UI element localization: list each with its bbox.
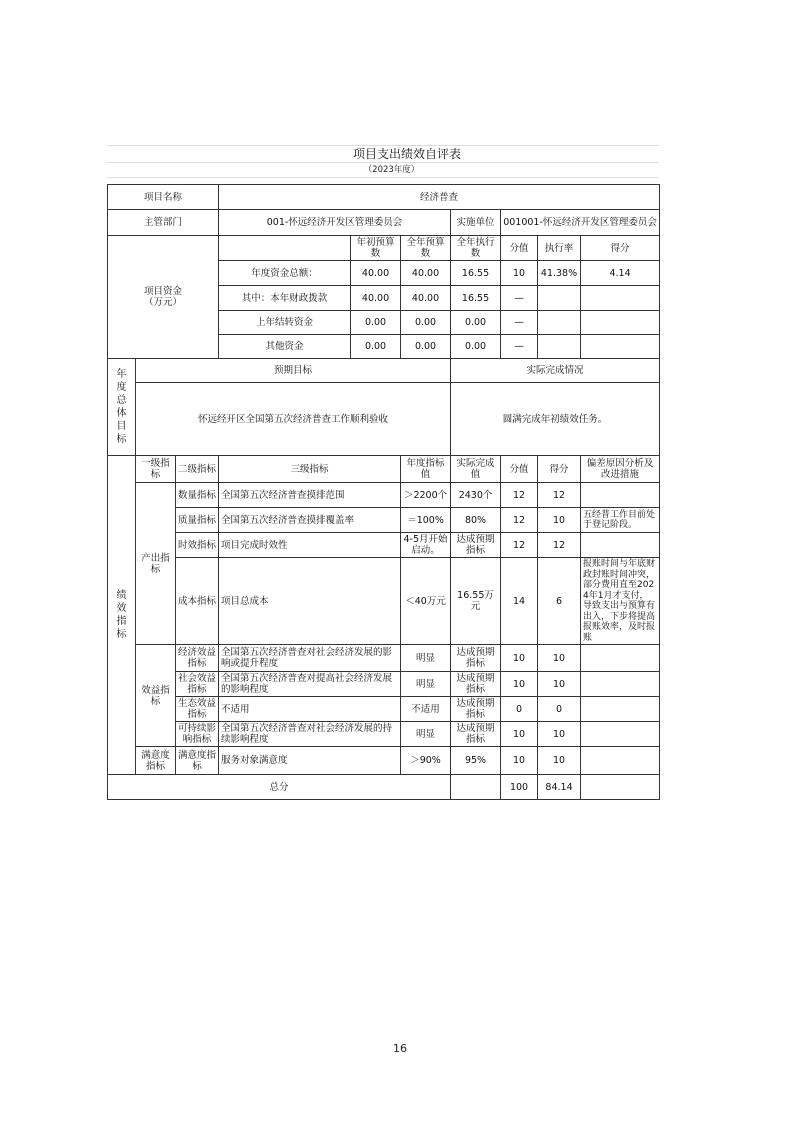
total-blank (451, 775, 501, 800)
goals-row (108, 383, 660, 456)
form-title: 项目支出绩效自评表 (107, 145, 659, 163)
level2: 生态效益指标 (176, 697, 219, 722)
funds-row-label: 其中：本年财政拨款 (219, 286, 351, 311)
target: 明显 (401, 645, 451, 672)
total-note-blank (581, 775, 660, 800)
level2: 满意度指标 (176, 747, 219, 775)
score: 12 (538, 533, 581, 558)
funds-cell: 0.00 (351, 311, 401, 335)
funds-cell-empty (538, 335, 581, 359)
header-level1: 一级指标 (136, 456, 176, 483)
indicator-row (108, 722, 660, 747)
expected-goal: 怀远经开区全国第五次经济普查工作顺利验收 (136, 383, 451, 456)
indicators-label-cell (108, 456, 136, 775)
actual: 80% (451, 508, 501, 533)
funds-cell-empty (581, 286, 660, 311)
project-name-label: 项目名称 (108, 185, 219, 210)
score: 10 (538, 645, 581, 672)
indicator-row (108, 483, 660, 508)
actual: 达成预期指标 (451, 722, 501, 747)
funds-cell: 41.38% (538, 261, 581, 286)
total-label: 总分 (108, 775, 451, 800)
funds-cell-empty (538, 286, 581, 311)
level1-satisfaction: 满意度指标 (136, 747, 176, 775)
score: 10 (538, 672, 581, 697)
funds-cell: 40.00 (401, 286, 451, 311)
score: 6 (538, 558, 581, 645)
indicator-row (108, 558, 660, 645)
indicator-row (108, 533, 660, 558)
funds-header-blank (219, 236, 351, 261)
funds-header-annual-budget: 全年预算数 (401, 236, 451, 261)
score: 10 (538, 722, 581, 747)
level3: 不适用 (219, 697, 401, 722)
form-header (107, 145, 659, 178)
funds-cell: 16.55 (451, 261, 501, 286)
form-subtitle: （2023年度） (107, 163, 659, 178)
level2: 质量指标 (176, 508, 219, 533)
level1-benefit: 效益指标 (136, 645, 176, 747)
funds-cell: 10 (501, 261, 538, 286)
level2: 可持续影响指标 (176, 722, 219, 747)
funds-header-initial-budget: 年初预算数 (351, 236, 401, 261)
deviation-note (581, 722, 660, 747)
weight: 12 (501, 483, 538, 508)
indicator-row (108, 697, 660, 722)
actual: 达成预期指标 (451, 672, 501, 697)
target: 不适用 (401, 697, 451, 722)
funds-cell-empty (581, 335, 660, 359)
total-score: 84.14 (538, 775, 581, 800)
weight: 10 (501, 645, 538, 672)
goals-label-cell (108, 359, 136, 456)
funds-cell-empty (538, 311, 581, 335)
evaluation-table (107, 184, 660, 800)
funds-header-executed: 全年执行数 (451, 236, 501, 261)
target: 明显 (401, 672, 451, 697)
score: 0 (538, 697, 581, 722)
funds-header-weight: 分值 (501, 236, 538, 261)
level2: 经济效益指标 (176, 645, 219, 672)
target: ＞90% (401, 747, 451, 775)
deviation-note (581, 747, 660, 775)
funds-cell: 4.14 (581, 261, 660, 286)
level3: 全国第五次经济普查对提高社会经济发展的影响程度 (219, 672, 401, 697)
actual: 16.55万元 (451, 558, 501, 645)
indicator-row (108, 645, 660, 672)
indicators-header-row (108, 456, 660, 483)
funds-cell: 16.55 (451, 286, 501, 311)
funds-label: 项目资金 (144, 286, 183, 297)
score: 10 (538, 508, 581, 533)
expected-goal-label: 预期目标 (136, 359, 451, 383)
weight: 10 (501, 747, 538, 775)
deviation-note (581, 697, 660, 722)
funds-cell: — (501, 335, 538, 359)
deviation-note (581, 533, 660, 558)
funds-cell: — (501, 286, 538, 311)
header-deviation: 偏差原因分析及改进措施 (581, 456, 660, 483)
total-weight: 100 (501, 775, 538, 800)
deviation-note (581, 483, 660, 508)
level3: 项目完成时效性 (219, 533, 401, 558)
goals-label: 年度总体目标 (116, 369, 127, 445)
weight: 0 (501, 697, 538, 722)
header-target: 年度指标值 (401, 456, 451, 483)
goals-header-row (108, 359, 660, 383)
funds-row-label: 年度资金总额： (219, 261, 351, 286)
funds-cell: 0.00 (351, 335, 401, 359)
funds-cell: 0.00 (401, 335, 451, 359)
impl-value: 001001-怀远经济开发区管理委员会 (501, 210, 660, 236)
project-name: 经济普查 (219, 185, 660, 210)
header-weight: 分值 (501, 456, 538, 483)
weight: 14 (501, 558, 538, 645)
funds-cell: 40.00 (401, 261, 451, 286)
header-level3: 三级指标 (219, 456, 401, 483)
dept-label: 主管部门 (108, 210, 219, 236)
deviation-note: 五经普工作目前处于登记阶段。 (581, 508, 660, 533)
target: ＝100% (401, 508, 451, 533)
weight: 12 (501, 533, 538, 558)
deviation-note (581, 672, 660, 697)
header-level2: 二级指标 (176, 456, 219, 483)
actual: 达成预期指标 (451, 645, 501, 672)
level3: 全国第五次经济普查对社会经济发展的影响或提升程度 (219, 645, 401, 672)
target: 明显 (401, 722, 451, 747)
funds-header-score: 得分 (581, 236, 660, 261)
funds-cell-empty (581, 311, 660, 335)
actual: 达成预期指标 (451, 697, 501, 722)
target: ＜40万元 (401, 558, 451, 645)
deviation-note (581, 645, 660, 672)
score: 12 (538, 483, 581, 508)
target: 4-5月开始启动。 (401, 533, 451, 558)
funds-cell: — (501, 311, 538, 335)
level1-output: 产出指标 (136, 483, 176, 645)
actual-status-label: 实际完成情况 (451, 359, 660, 383)
indicator-row (108, 508, 660, 533)
actual-status: 圆满完成年初绩效任务。 (451, 383, 660, 456)
level3: 项目总成本 (219, 558, 401, 645)
funds-header-row (108, 236, 660, 261)
weight: 10 (501, 672, 538, 697)
impl-label: 实施单位 (451, 210, 501, 236)
actual: 95% (451, 747, 501, 775)
funds-row-label: 其他资金 (219, 335, 351, 359)
project-name-row (108, 185, 660, 210)
level3: 全国第五次经济普查摸排覆盖率 (219, 508, 401, 533)
actual: 达成预期指标 (451, 533, 501, 558)
page-number: 16 (393, 1042, 407, 1055)
header-actual: 实际完成值 (451, 456, 501, 483)
funds-cell: 0.00 (401, 311, 451, 335)
indicator-row (108, 672, 660, 697)
funds-cell: 0.00 (451, 335, 501, 359)
deviation-note: 报账时间与年底财政封账时间冲突，部分费用直至2024年1月才支付，导致支出与预算有出入，下步将提高报账效率，及时报账 (581, 558, 660, 645)
total-row (108, 775, 660, 800)
level2: 成本指标 (176, 558, 219, 645)
weight: 12 (501, 508, 538, 533)
funds-label-cell (108, 236, 219, 359)
target: ＞2200个 (401, 483, 451, 508)
indicators-label: 绩效指标 (116, 590, 127, 640)
level2: 数量指标 (176, 483, 219, 508)
indicator-row (108, 747, 660, 775)
funds-row-label: 上年结转资金 (219, 311, 351, 335)
weight: 10 (501, 722, 538, 747)
funds-header-exec-rate: 执行率 (538, 236, 581, 261)
funds-unit: （万元） (144, 297, 183, 308)
funds-cell: 40.00 (351, 261, 401, 286)
level3: 全国第五次经济普查对社会经济发展的持续影响程度 (219, 722, 401, 747)
dept-value: 001-怀远经济开发区管理委员会 (219, 210, 451, 236)
level2: 时效指标 (176, 533, 219, 558)
level3: 服务对象满意度 (219, 747, 401, 775)
level2: 社会效益指标 (176, 672, 219, 697)
level3: 全国第五次经济普查摸排范围 (219, 483, 401, 508)
score: 10 (538, 747, 581, 775)
actual: 2430个 (451, 483, 501, 508)
header-score: 得分 (538, 456, 581, 483)
funds-cell: 0.00 (451, 311, 501, 335)
funds-cell: 40.00 (351, 286, 401, 311)
department-row (108, 210, 660, 236)
